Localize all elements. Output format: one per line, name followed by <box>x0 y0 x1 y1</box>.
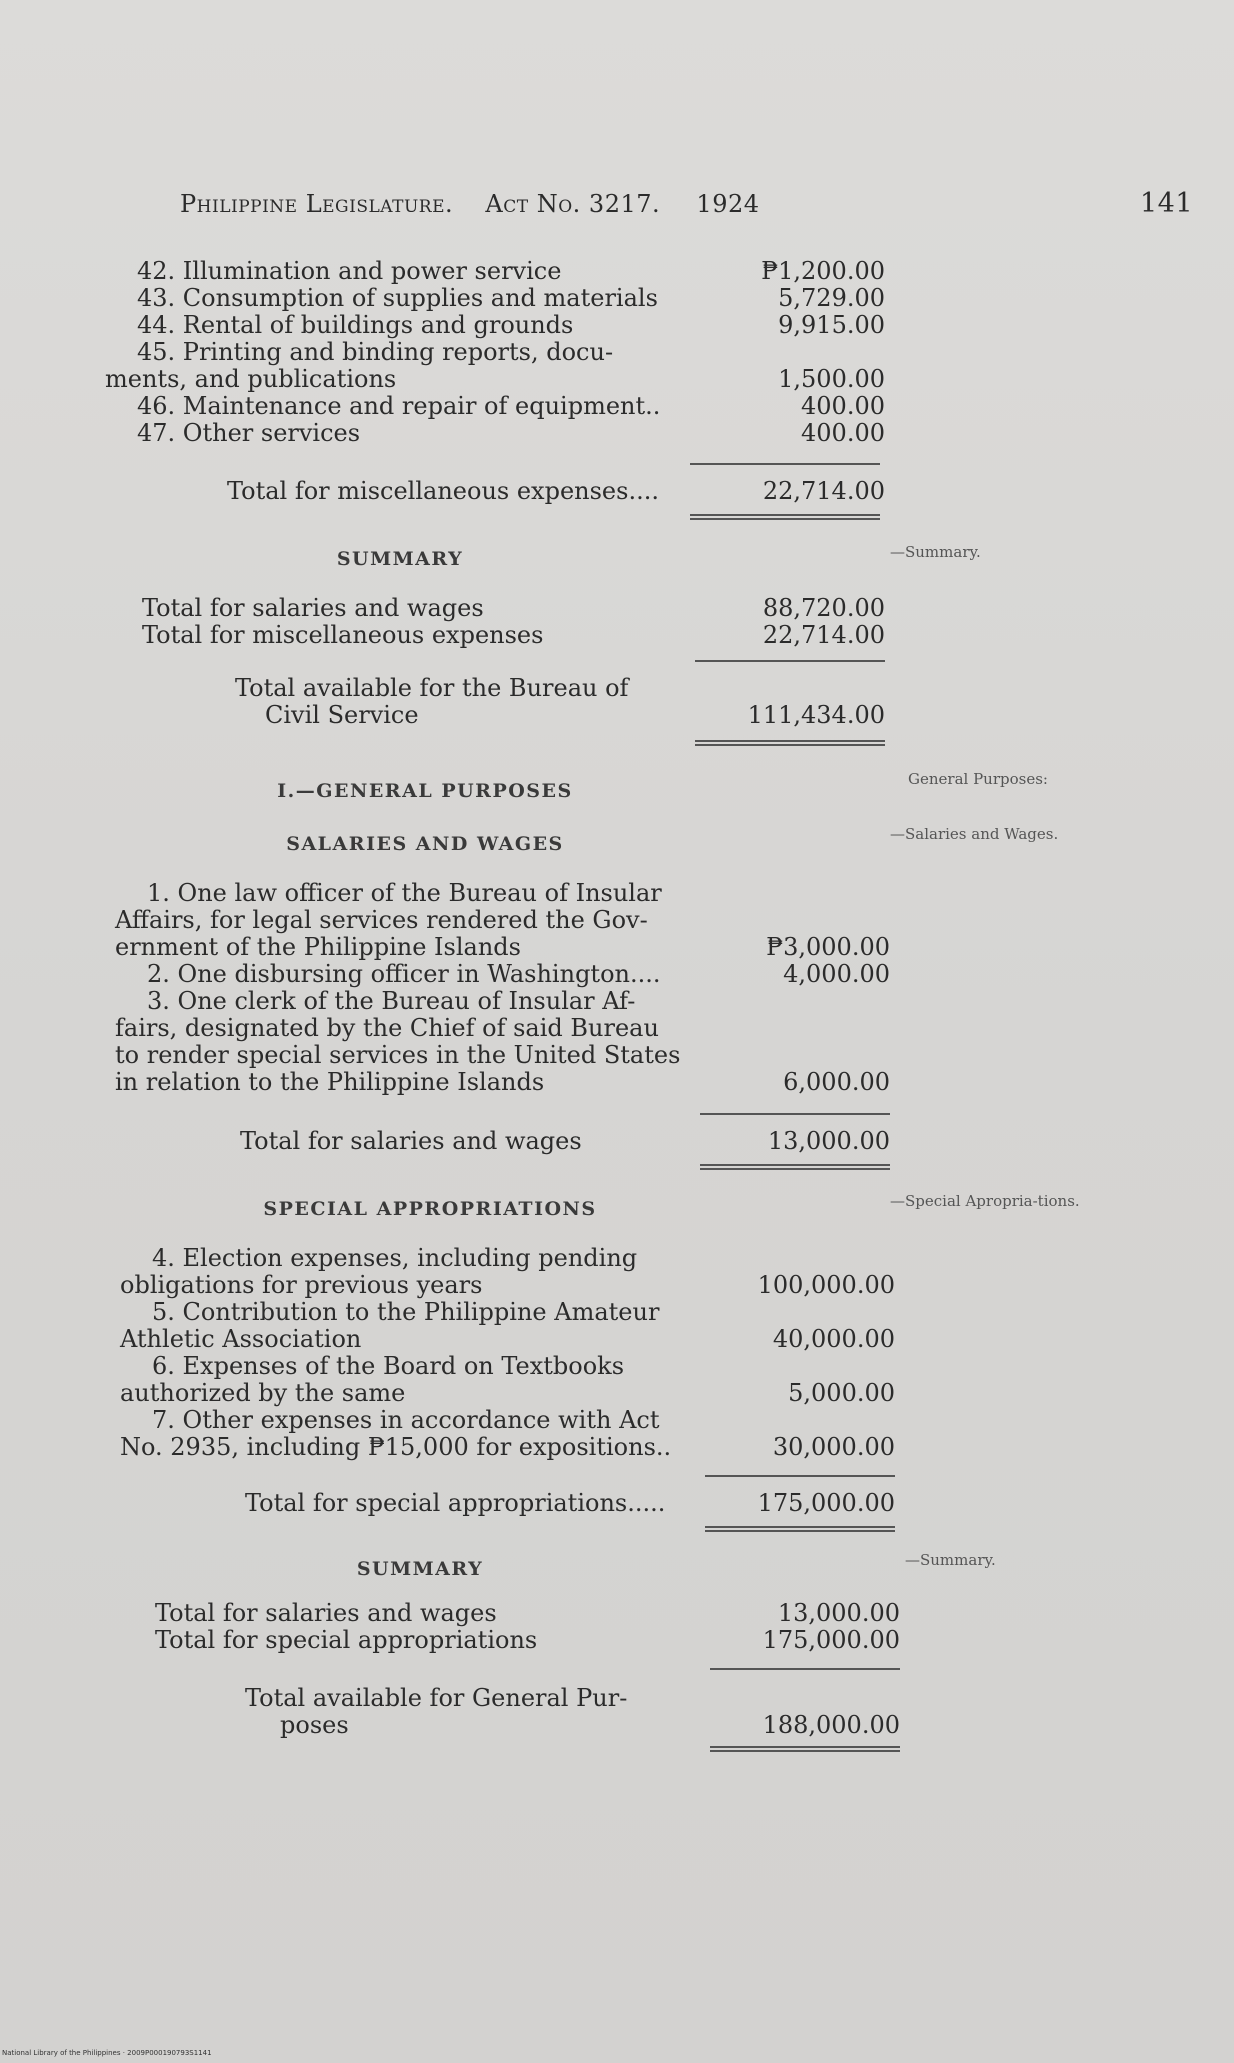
list-item: to render special services in the United States <box>115 1041 681 1069</box>
subsection-heading: SPECIAL APPROPRIATIONS <box>263 1198 597 1220</box>
double-rule <box>690 514 880 520</box>
list-item: 45. Printing and binding reports, docu- <box>137 338 614 366</box>
list-item: 44. Rental of buildings and grounds 9,915.00 <box>137 311 885 339</box>
list-item: in relation to the Philippine Islands 6,000.00 <box>115 1068 890 1096</box>
list-item: ments, and publications 1,500.00 <box>105 365 885 393</box>
list-item: ernment of the Philippine Islands ₱3,000.00 <box>115 933 890 961</box>
summary2-total-label: Total available for General Pur- <box>245 1684 628 1712</box>
list-item: Total for miscellaneous expenses 22,714.00 <box>142 621 885 649</box>
page-number: 141 <box>1140 188 1194 219</box>
summary2-total: Total available for General Pur- poses 188,000.00 <box>245 1684 900 1739</box>
double-rule <box>705 1526 895 1532</box>
summary1-total: Total available for the Bureau of Civil Service 111,434.00 <box>235 674 885 729</box>
special-total <box>120 1490 895 1517</box>
summary2-list <box>120 1600 900 1654</box>
misc-items-list <box>105 258 885 447</box>
summary-heading: SUMMARY <box>356 1558 484 1580</box>
subsection-heading: SALARIES AND WAGES <box>286 833 564 855</box>
summary1-total-amount: 111,434.00 <box>747 701 885 729</box>
divider <box>700 1113 890 1115</box>
misc-total <box>105 478 885 505</box>
list-item: 46. Maintenance and repair of equipment.. 400.00 <box>137 392 885 420</box>
list-item: 5. Contribution to the Philippine Amateur <box>152 1298 660 1326</box>
margin-note-summary: —Summary. <box>905 1551 996 1569</box>
list-item: 43. Consumption of supplies and materials 5,729.00 <box>137 284 885 312</box>
running-header <box>180 188 1194 219</box>
special-total-label: Total for special appropriations..... <box>245 1489 666 1517</box>
list-item: Affairs, for legal services rendered the Gov- <box>115 906 648 934</box>
divider <box>690 463 880 465</box>
list-item: obligations for previous years 100,000.00 <box>120 1271 895 1299</box>
salaries-total <box>115 1128 890 1155</box>
margin-note-summary: —Summary. <box>890 543 981 561</box>
list-item: Total for salaries and wages 13,000.00 <box>155 1599 900 1627</box>
double-rule <box>710 1746 900 1752</box>
list-item: 1. One law officer of the Bureau of Insular <box>147 879 662 907</box>
list-item: fairs, designated by the Chief of said Bureau <box>115 1014 659 1042</box>
summary-heading: SUMMARY <box>336 548 464 570</box>
divider <box>705 1475 895 1477</box>
header-year: 1924 <box>696 190 760 218</box>
section-heading: I.—GENERAL PURPOSES <box>277 780 573 802</box>
list-item: 2. One disbursing officer in Washington.... 4,000.00 <box>147 960 890 988</box>
list-item: 3. One clerk of the Bureau of Insular Af- <box>147 987 636 1015</box>
double-rule <box>695 740 885 746</box>
list-item: Total for special appropriations 175,000.00 <box>155 1626 900 1654</box>
list-item: Total for salaries and wages 88,720.00 <box>142 594 885 622</box>
salaries-list <box>115 880 890 1096</box>
list-item: authorized by the same 5,000.00 <box>120 1379 895 1407</box>
list-item: 7. Other expenses in accordance with Act <box>152 1406 660 1434</box>
header-act: Act No. 3217. <box>485 190 661 218</box>
special-list <box>120 1245 895 1461</box>
margin-note-special: —Special Apropria-tions. <box>890 1192 1080 1210</box>
salaries-total-label: Total for salaries and wages <box>240 1127 582 1155</box>
divider <box>710 1668 900 1670</box>
list-item: Athletic Association 40,000.00 <box>120 1325 895 1353</box>
double-rule <box>700 1164 890 1170</box>
header-title: Philippine Legislature. <box>180 190 454 218</box>
special-total-amount: 175,000.00 <box>757 1489 895 1517</box>
misc-total-label: Total for miscellaneous expenses.... <box>227 477 659 505</box>
scan-credit: National Library of the Philippines · 2009P000190793S1141 <box>2 2049 212 2057</box>
summary1-list <box>105 595 885 649</box>
divider <box>695 660 885 662</box>
list-item: 47. Other services 400.00 <box>137 419 885 447</box>
salaries-total-amount: 13,000.00 <box>767 1127 890 1155</box>
margin-note-general: General Purposes: <box>908 770 1048 788</box>
misc-total-amount: 22,714.00 <box>762 477 885 505</box>
list-item: 4. Election expenses, including pending <box>152 1244 638 1272</box>
summary1-total-label: Total available for the Bureau of <box>235 674 629 702</box>
margin-note-salaries: —Salaries and Wages. <box>890 825 1059 843</box>
list-item: No. 2935, including ₱15,000 for expositions.. 30,000.00 <box>120 1433 895 1461</box>
list-item: 6. Expenses of the Board on Textbooks <box>152 1352 625 1380</box>
summary2-total-amount: 188,000.00 <box>762 1711 900 1739</box>
list-item: 42. Illumination and power service ₱1,200.00 <box>137 257 885 285</box>
